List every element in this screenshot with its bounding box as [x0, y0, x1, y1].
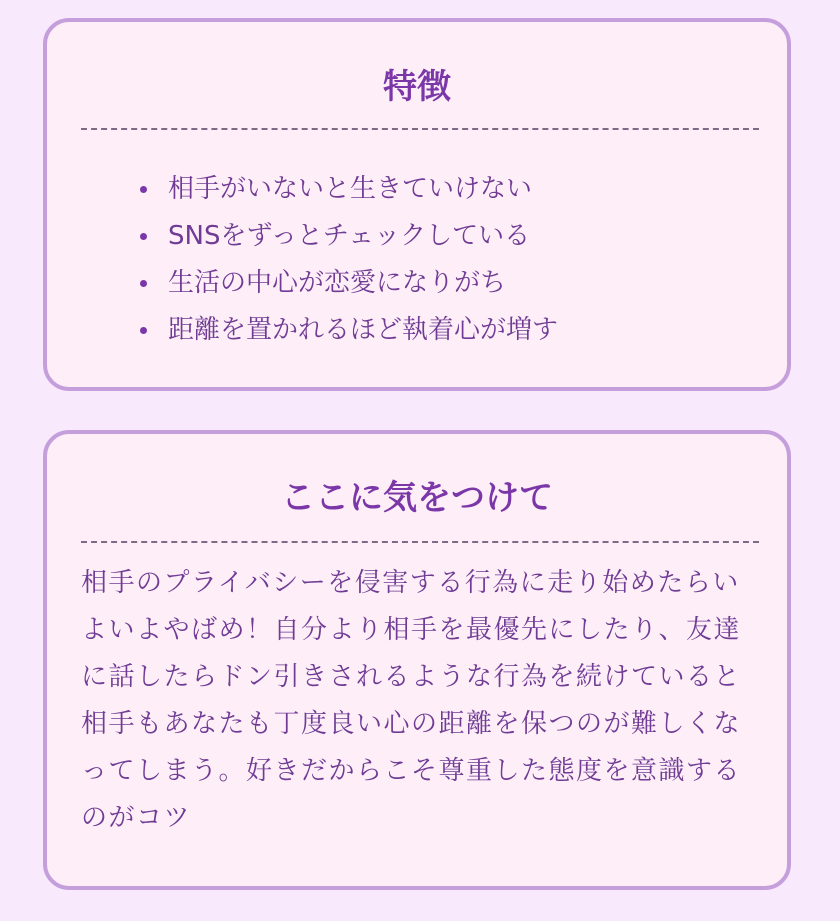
features-title: 特徴	[383, 67, 451, 107]
bullet-icon	[140, 280, 147, 287]
features-divider	[81, 128, 759, 130]
features-card	[43, 18, 791, 391]
list-item-text: 生活の中心が恋愛になりがち	[168, 268, 507, 298]
bullet-icon	[140, 233, 147, 240]
list-item-text: 距離を置かれるほど執着心が増す	[168, 315, 559, 345]
list-item	[140, 213, 558, 260]
bullet-icon	[140, 186, 147, 193]
bullet-icon	[140, 327, 147, 334]
caution-body-text: 相手のプライバシーを侵害する行為に走り始めたらいよいよやばめ！自分より相手を最優先にしたり、友達に話したらドン引きされるような行為を続けていると相手もあなたも丁度良い心の距離を保つのが難しくなってしまう。好きだからこそ尊重した態度を意識するのがコツ	[81, 568, 742, 833]
caution-divider	[81, 541, 759, 543]
list-item	[140, 260, 558, 307]
caution-card	[43, 430, 791, 890]
caution-title: ここに気をつけて	[281, 478, 553, 518]
features-list	[140, 166, 558, 354]
list-item	[140, 166, 558, 213]
list-item	[140, 307, 558, 354]
list-item-text: SNSをずっとチェックしている	[168, 221, 531, 251]
list-item-text: 相手がいないと生きていけない	[168, 174, 533, 204]
